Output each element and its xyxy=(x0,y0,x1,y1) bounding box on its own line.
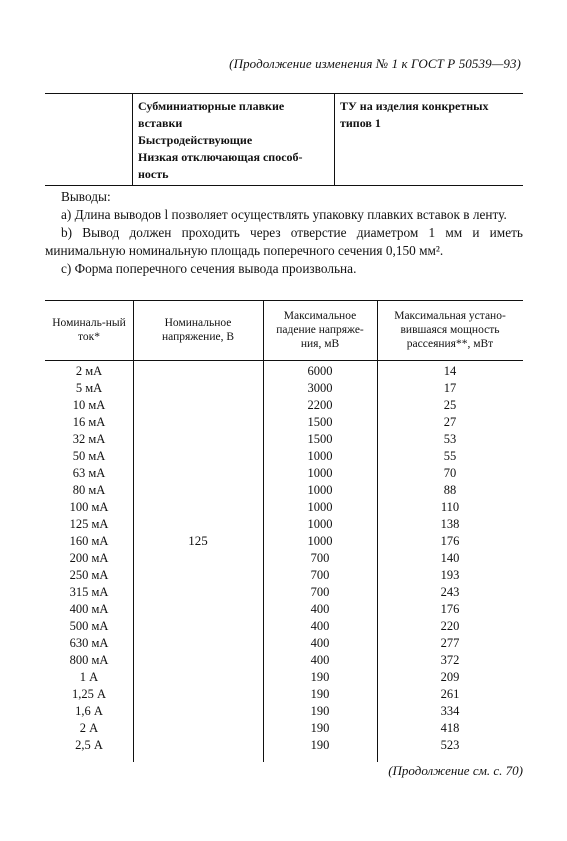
power-cell: 53 xyxy=(443,432,457,446)
voltage-drop-cell: 190 xyxy=(310,670,330,684)
current-cell: 1,6 А xyxy=(75,704,103,718)
table-row xyxy=(45,737,523,754)
power-cell: 25 xyxy=(443,398,457,412)
leads-heading: Выводы: xyxy=(61,189,111,204)
table-row xyxy=(45,516,523,533)
voltage-cell xyxy=(133,448,263,465)
table-row xyxy=(45,567,523,584)
power-cell: 418 xyxy=(440,721,460,735)
current-cell: 630 мА xyxy=(69,636,109,650)
voltage-drop-cell: 700 xyxy=(310,551,330,565)
voltage-drop-cell: 190 xyxy=(310,738,330,752)
table-header-rule xyxy=(45,360,523,361)
voltage-cell xyxy=(133,363,263,380)
table-row xyxy=(45,533,523,550)
current-cell: 5 мА xyxy=(75,381,103,395)
table-row xyxy=(45,380,523,397)
power-cell: 209 xyxy=(440,670,460,684)
power-cell: 334 xyxy=(440,704,460,718)
current-cell: 1,25 А xyxy=(71,687,107,701)
header-rated-current: Номиналь-ный ток* xyxy=(52,317,126,343)
current-cell: 16 мА xyxy=(72,415,106,429)
power-cell: 176 xyxy=(440,602,460,616)
voltage-cell xyxy=(133,465,263,482)
voltage-drop-cell: 1000 xyxy=(307,483,333,497)
power-cell: 176 xyxy=(440,534,460,548)
voltage-cell xyxy=(133,720,263,737)
voltage-drop-cell: 3000 xyxy=(307,381,333,395)
table-row xyxy=(45,397,523,414)
table-row xyxy=(45,482,523,499)
spec-cell-reference xyxy=(335,94,523,185)
current-cell: 2,5 А xyxy=(75,738,103,752)
current-cell: 100 мА xyxy=(69,500,109,514)
voltage-cell xyxy=(133,550,263,567)
table-row xyxy=(45,414,523,431)
current-cell: 160 мА xyxy=(69,534,109,548)
table-row xyxy=(45,720,523,737)
spec-cell-description xyxy=(133,94,335,185)
voltage-cell xyxy=(133,397,263,414)
voltage-drop-cell: 1500 xyxy=(307,432,333,446)
voltage-cell xyxy=(133,533,263,550)
current-cell: 2 мА xyxy=(75,364,103,378)
table-row xyxy=(45,550,523,567)
continuation-header: (Продолжение изменения № 1 к ГОСТ Р 50539—93) xyxy=(229,56,521,71)
table-row xyxy=(45,499,523,516)
table-body xyxy=(45,363,523,754)
voltage-drop-cell: 400 xyxy=(310,602,330,616)
power-cell: 523 xyxy=(440,738,460,752)
current-cell: 2 А xyxy=(79,721,99,735)
voltage-cell xyxy=(133,737,263,754)
power-cell: 220 xyxy=(440,619,460,633)
voltage-cell xyxy=(133,618,263,635)
table-row xyxy=(45,635,523,652)
power-cell: 14 xyxy=(443,364,457,378)
power-cell: 277 xyxy=(440,636,460,650)
header-rated-voltage: Номинальное напряжение, В xyxy=(161,317,235,343)
table-row xyxy=(45,669,523,686)
current-cell: 500 мА xyxy=(69,619,109,633)
table-row xyxy=(45,363,523,380)
spec-line: ТУ на изделия конкретных типов 1 xyxy=(340,99,489,130)
current-cell: 250 мА xyxy=(69,568,109,582)
voltage-cell xyxy=(133,669,263,686)
table-row xyxy=(45,448,523,465)
current-cell: 50 мА xyxy=(72,449,106,463)
voltage-drop-cell: 2200 xyxy=(307,398,333,412)
voltage-drop-cell: 1000 xyxy=(307,517,333,531)
voltage-cell xyxy=(133,414,263,431)
voltage-cell xyxy=(133,686,263,703)
power-cell: 55 xyxy=(443,449,457,463)
power-cell: 140 xyxy=(440,551,460,565)
current-cell: 125 мА xyxy=(69,517,109,531)
current-cell: 315 мА xyxy=(69,585,109,599)
power-cell: 138 xyxy=(440,517,460,531)
current-cell: 32 мА xyxy=(72,432,106,446)
table-row xyxy=(45,465,523,482)
spec-line: Субминиатюрные плавкие вставки xyxy=(138,99,285,130)
voltage-cell xyxy=(133,652,263,669)
voltage-cell xyxy=(133,567,263,584)
power-cell: 110 xyxy=(440,500,460,514)
spec-line: Низкая отключающая способ-ность xyxy=(138,150,303,181)
current-cell: 1 А xyxy=(79,670,99,684)
voltage-drop-cell: 400 xyxy=(310,636,330,650)
voltage-cell xyxy=(133,703,263,720)
leads-item-b: b) Вывод должен проходить через отверстие диаметром 1 мм и иметь минимальную номинальную площадь поперечного сечения 0,150 мм². xyxy=(45,225,523,258)
continuation-footer: (Продолжение см. с. 70) xyxy=(388,763,523,778)
voltage-cell xyxy=(133,635,263,652)
spec-cell-empty xyxy=(45,94,133,185)
fuse-ratings-table xyxy=(45,300,523,762)
current-cell: 80 мА xyxy=(72,483,106,497)
table-row xyxy=(45,584,523,601)
power-cell: 70 xyxy=(443,466,457,480)
voltage-drop-cell: 400 xyxy=(310,653,330,667)
current-cell: 10 мА xyxy=(72,398,106,412)
spec-line: Быстродействующие xyxy=(138,133,253,147)
voltage-drop-cell: 1000 xyxy=(307,466,333,480)
power-cell: 193 xyxy=(440,568,460,582)
voltage-cell xyxy=(133,431,263,448)
voltage-drop-cell: 6000 xyxy=(307,364,333,378)
current-cell: 800 мА xyxy=(69,653,109,667)
voltage-drop-cell: 190 xyxy=(310,704,330,718)
header-voltage-drop: Максимальное падение напряже-ния, мВ xyxy=(276,310,364,350)
leads-item-a: a) Длина выводов l позволяет осуществлять упаковку плавких вставок в ленту. xyxy=(61,207,507,222)
voltage-drop-cell: 1000 xyxy=(307,500,333,514)
power-cell: 88 xyxy=(443,483,457,497)
voltage-drop-cell: 1000 xyxy=(307,449,333,463)
rated-voltage-value: 125 xyxy=(188,533,208,548)
power-cell: 372 xyxy=(440,653,460,667)
voltage-drop-cell: 190 xyxy=(310,687,330,701)
voltage-cell xyxy=(133,584,263,601)
table-row xyxy=(45,652,523,669)
voltage-cell xyxy=(133,482,263,499)
specification-table xyxy=(45,93,523,186)
current-cell: 63 мА xyxy=(72,466,106,480)
voltage-cell xyxy=(133,516,263,533)
leads-section xyxy=(45,188,523,278)
voltage-cell xyxy=(133,601,263,618)
power-cell: 17 xyxy=(443,381,457,395)
voltage-drop-cell: 1000 xyxy=(307,534,333,548)
leads-item-c: c) Форма поперечного сечения вывода произвольна. xyxy=(61,261,357,276)
power-cell: 27 xyxy=(443,415,457,429)
voltage-drop-cell: 190 xyxy=(310,721,330,735)
current-cell: 400 мА xyxy=(69,602,109,616)
voltage-cell xyxy=(133,380,263,397)
table-row xyxy=(45,686,523,703)
voltage-drop-cell: 700 xyxy=(310,585,330,599)
power-cell: 243 xyxy=(440,585,460,599)
table-row xyxy=(45,618,523,635)
table-row xyxy=(45,703,523,720)
voltage-drop-cell: 1500 xyxy=(307,415,333,429)
voltage-drop-cell: 700 xyxy=(310,568,330,582)
voltage-cell xyxy=(133,499,263,516)
voltage-drop-cell: 400 xyxy=(310,619,330,633)
header-power-dissipation: Максимальная устано-вившаяся мощность рассеяния**, мВт xyxy=(394,310,506,350)
current-cell: 200 мА xyxy=(69,551,109,565)
table-row xyxy=(45,431,523,448)
table-row xyxy=(45,601,523,618)
power-cell: 261 xyxy=(440,687,460,701)
